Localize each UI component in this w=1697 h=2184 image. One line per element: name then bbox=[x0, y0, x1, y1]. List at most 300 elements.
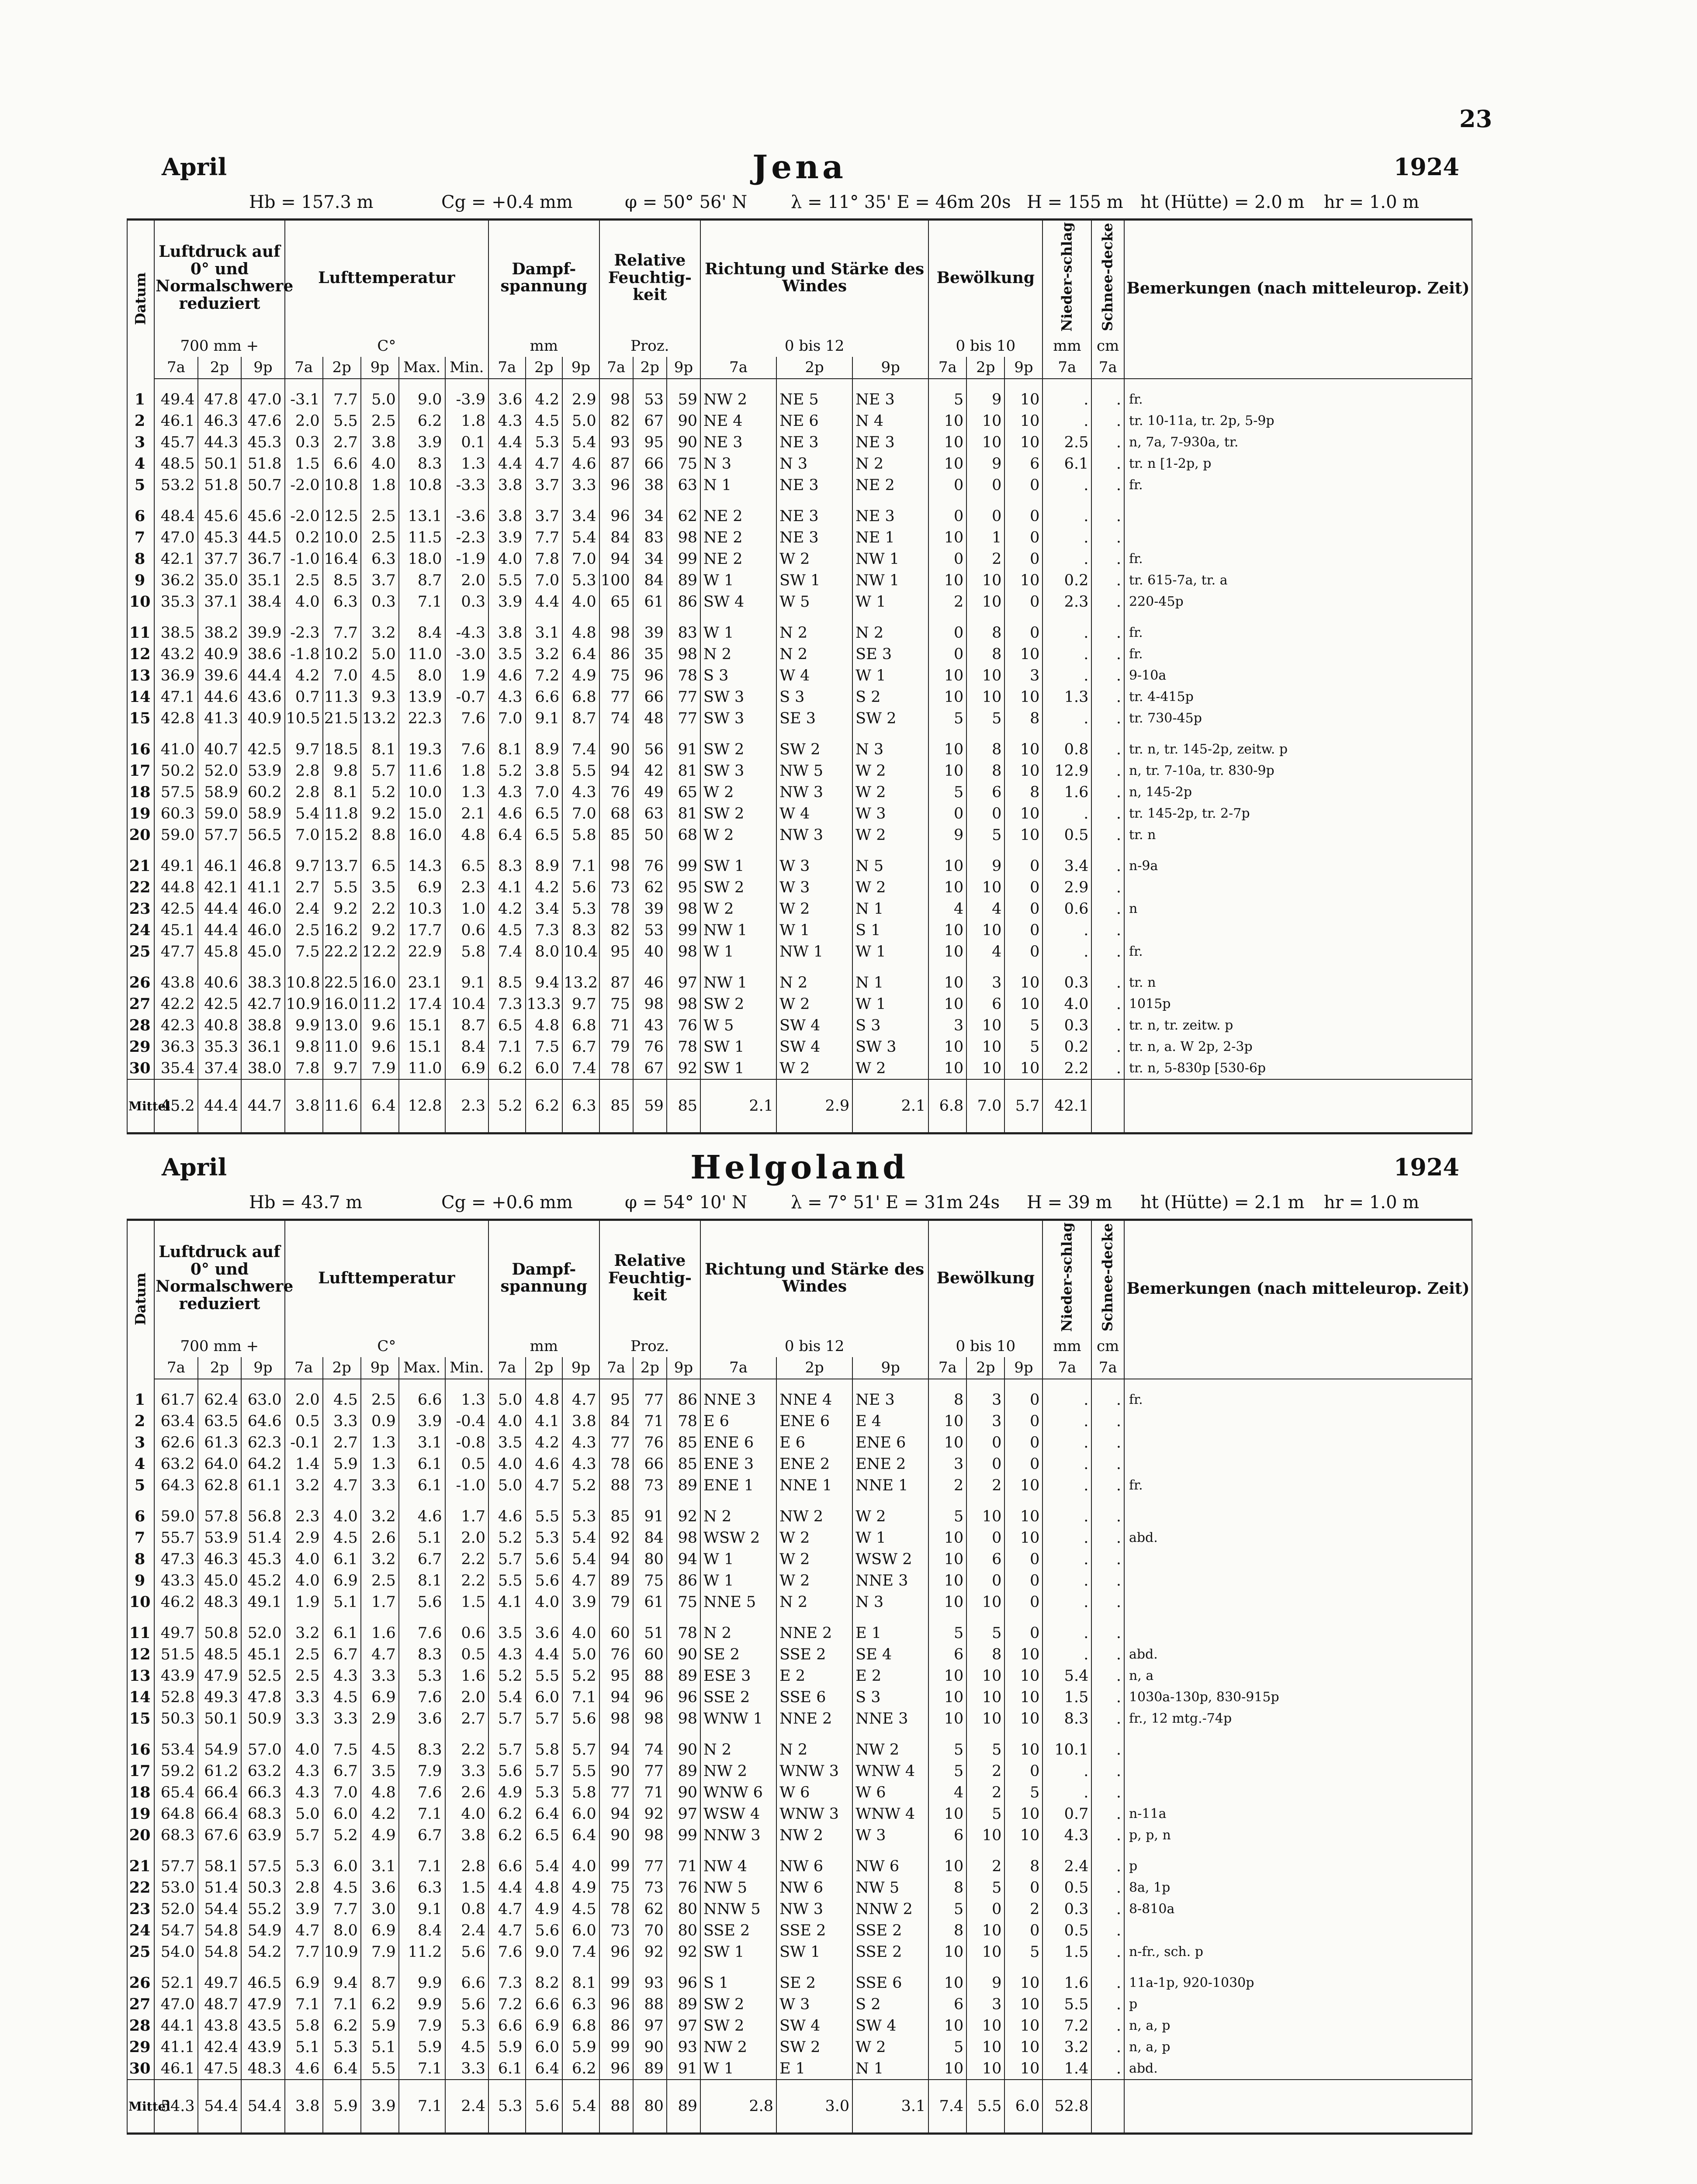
helgoland-table bbox=[127, 1219, 1472, 2135]
table-row bbox=[127, 1994, 1472, 2015]
table-cell: . bbox=[1091, 1739, 1124, 1760]
spacer-cell bbox=[1124, 612, 1472, 622]
spacer-cell bbox=[399, 962, 445, 972]
table-cell: 7.4 bbox=[488, 941, 526, 962]
table-cell: . bbox=[1091, 1877, 1124, 1898]
table-cell: 13 bbox=[127, 665, 154, 686]
table-cell: n-9a bbox=[1124, 855, 1472, 877]
table-cell: 48.4 bbox=[154, 505, 197, 527]
table-cell: 59 bbox=[667, 389, 700, 410]
table-cell: 10 bbox=[966, 877, 1004, 898]
table-cell: 47.0 bbox=[154, 527, 197, 548]
table-cell: 3.3 bbox=[445, 2058, 488, 2080]
table-cell: 5.8 bbox=[562, 824, 599, 846]
table-cell: 6.2 bbox=[361, 1994, 399, 2015]
table-cell: 10.5 bbox=[285, 708, 323, 729]
table-cell: 85 bbox=[667, 1432, 700, 1453]
table-cell bbox=[1124, 1432, 1472, 1453]
spacer-cell bbox=[488, 962, 526, 972]
table-cell: 10 bbox=[1004, 1994, 1042, 2015]
table-cell: NNE 3 bbox=[700, 1389, 776, 1410]
table-cell: 88 bbox=[599, 1475, 633, 1496]
table-cell: W 1 bbox=[852, 591, 928, 612]
table-cell: . bbox=[1091, 410, 1124, 432]
table-cell: 5.9 bbox=[361, 2015, 399, 2036]
table-cell: S 2 bbox=[852, 686, 928, 708]
table-cell: 7.9 bbox=[361, 1057, 399, 1079]
table-cell: 5 bbox=[928, 781, 966, 803]
table-cell: 10 bbox=[966, 686, 1004, 708]
table-cell: N 2 bbox=[852, 453, 928, 474]
table-cell: NW 4 bbox=[700, 1856, 776, 1877]
table-row bbox=[127, 760, 1472, 781]
table-cell: 10 bbox=[928, 1527, 966, 1548]
table-cell: 43.9 bbox=[241, 2036, 285, 2058]
spacer-cell bbox=[633, 962, 667, 972]
time-2p: 2p bbox=[323, 1357, 361, 1379]
spacer-cell bbox=[852, 1729, 928, 1739]
spacer-cell bbox=[700, 1613, 776, 1622]
time-2p: 2p bbox=[966, 357, 1004, 379]
table-cell: 3.4 bbox=[1042, 855, 1091, 877]
table-cell: 27 bbox=[127, 993, 154, 1015]
spacer-cell bbox=[154, 962, 197, 972]
spacer-cell bbox=[667, 962, 700, 972]
table-cell: 91 bbox=[633, 1506, 667, 1527]
table-row bbox=[127, 1506, 1472, 1527]
table-cell: 1.3 bbox=[361, 1453, 399, 1475]
table-cell: -3.1 bbox=[285, 389, 323, 410]
table-cell: 5.0 bbox=[361, 643, 399, 665]
table-cell: 73 bbox=[633, 1475, 667, 1496]
table-cell: 96 bbox=[633, 665, 667, 686]
spacer-cell bbox=[526, 1613, 563, 1622]
table-cell: 3.8 bbox=[488, 505, 526, 527]
table-cell: . bbox=[1091, 1825, 1124, 1846]
table-cell: 3.8 bbox=[526, 760, 563, 781]
spacer-cell bbox=[361, 1729, 399, 1739]
table-cell: 5 bbox=[966, 1622, 1004, 1644]
table-cell: 17 bbox=[127, 1760, 154, 1782]
spacer-cell bbox=[526, 379, 563, 389]
table-cell: 34 bbox=[633, 548, 667, 570]
table-cell: 0.2 bbox=[285, 527, 323, 548]
table-row bbox=[127, 1825, 1472, 1846]
spacer-cell bbox=[198, 496, 241, 505]
table-cell: 2.6 bbox=[445, 1782, 488, 1803]
table-cell: 62 bbox=[633, 1898, 667, 1920]
table-cell: 49 bbox=[633, 781, 667, 803]
spacer-cell bbox=[323, 612, 361, 622]
table-cell: 7.1 bbox=[562, 1686, 599, 1708]
table-cell: 10 bbox=[928, 2015, 966, 2036]
table-cell: ENE 3 bbox=[700, 1453, 776, 1475]
spacer-cell bbox=[1091, 1963, 1124, 1972]
table-cell: tr. 145-2p, tr. 2-7p bbox=[1124, 803, 1472, 824]
table-cell: 10 bbox=[966, 570, 1004, 591]
table-cell: 3.2 bbox=[1042, 2036, 1091, 2058]
table-cell: 98 bbox=[633, 1825, 667, 1846]
table-cell: N 3 bbox=[700, 453, 776, 474]
table-cell: 10 bbox=[966, 1057, 1004, 1079]
table-cell: 11.5 bbox=[399, 527, 445, 548]
table-cell: 10 bbox=[928, 2058, 966, 2080]
table-cell: 8-810a bbox=[1124, 1898, 1472, 1920]
table-cell: 12.5 bbox=[323, 505, 361, 527]
time-2p: 2p bbox=[323, 357, 361, 379]
table-cell: 57.5 bbox=[154, 781, 197, 803]
table-cell: 49.3 bbox=[198, 1686, 241, 1708]
table-cell: 43.8 bbox=[198, 2015, 241, 2036]
helgoland-section bbox=[127, 1149, 1472, 2135]
table-cell: 0 bbox=[1004, 1877, 1042, 1898]
table-cell: -2.3 bbox=[285, 622, 323, 643]
table-cell: 9 bbox=[928, 824, 966, 846]
table-cell: NW 2 bbox=[700, 2036, 776, 2058]
mean-cell: 88 bbox=[599, 2080, 633, 2134]
table-cell: -4.3 bbox=[445, 622, 488, 643]
table-cell: 5.1 bbox=[285, 2036, 323, 2058]
spacer-cell bbox=[1042, 962, 1091, 972]
table-cell: fr. bbox=[1124, 389, 1472, 410]
table-cell: SW 3 bbox=[852, 1036, 928, 1057]
table-cell: 22.2 bbox=[323, 941, 361, 962]
table-cell: 1 bbox=[966, 527, 1004, 548]
table-cell: 75 bbox=[633, 1570, 667, 1591]
table-row bbox=[127, 1410, 1472, 1432]
table-cell bbox=[1124, 1570, 1472, 1591]
spacer-cell bbox=[488, 1729, 526, 1739]
table-cell: 17 bbox=[127, 760, 154, 781]
table-cell: 88 bbox=[633, 1665, 667, 1686]
table-cell bbox=[1124, 527, 1472, 548]
meta-h: H = 39 m bbox=[1027, 1192, 1112, 1213]
table-cell: 1.6 bbox=[1042, 781, 1091, 803]
table-cell: 4.8 bbox=[526, 1877, 563, 1898]
table-cell: 96 bbox=[599, 1941, 633, 1963]
table-cell: 5.5 bbox=[1042, 1994, 1091, 2015]
table-cell: 11.0 bbox=[399, 643, 445, 665]
table-row bbox=[127, 2015, 1472, 2036]
table-cell: 0 bbox=[1004, 1760, 1042, 1782]
table-cell: tr. n bbox=[1124, 824, 1472, 846]
spacer-cell bbox=[562, 1613, 599, 1622]
jena-station-meta bbox=[127, 192, 1472, 218]
table-cell: 3.3 bbox=[323, 1708, 361, 1729]
table-cell: SW 1 bbox=[700, 1057, 776, 1079]
table-cell: 5 bbox=[928, 1898, 966, 1920]
table-cell: 70 bbox=[633, 1920, 667, 1941]
table-cell: . bbox=[1091, 548, 1124, 570]
table-cell: 81 bbox=[667, 760, 700, 781]
table-cell: 83 bbox=[633, 527, 667, 548]
table-cell: 5.9 bbox=[562, 2036, 599, 2058]
table-row bbox=[127, 1453, 1472, 1475]
time-7a: 7a bbox=[1042, 357, 1091, 379]
table-row bbox=[127, 1760, 1472, 1782]
table-cell: 4 bbox=[928, 1782, 966, 1803]
spacer-cell bbox=[633, 846, 667, 855]
spacer-cell bbox=[399, 1963, 445, 1972]
table-cell: 4.3 bbox=[562, 1453, 599, 1475]
table-cell: 10 bbox=[928, 739, 966, 760]
table-cell: 46.5 bbox=[241, 1972, 285, 1994]
table-cell: W 4 bbox=[776, 665, 852, 686]
table-cell: 43.8 bbox=[154, 972, 197, 993]
time-9p: 9p bbox=[667, 357, 700, 379]
table-cell: 10 bbox=[1004, 2036, 1042, 2058]
table-cell: 0.2 bbox=[1042, 570, 1091, 591]
time-9p: 9p bbox=[361, 357, 399, 379]
table-cell: 51.4 bbox=[241, 1527, 285, 1548]
spacer-cell bbox=[526, 1846, 563, 1856]
table-cell: W 1 bbox=[852, 993, 928, 1015]
table-cell: 7.1 bbox=[399, 2058, 445, 2080]
dampf-header: Dampf-spannung bbox=[488, 1220, 599, 1336]
spacer-cell bbox=[399, 1729, 445, 1739]
spacer-cell bbox=[667, 1379, 700, 1389]
table-cell: . bbox=[1091, 1570, 1124, 1591]
time-2p: 2p bbox=[633, 1357, 667, 1379]
spacer-cell bbox=[488, 1846, 526, 1856]
table-cell: 0 bbox=[1004, 1432, 1042, 1453]
table-cell: 3.9 bbox=[488, 591, 526, 612]
time-9p: 9p bbox=[562, 357, 599, 379]
table-cell: 37.7 bbox=[198, 548, 241, 570]
table-cell: 4.5 bbox=[323, 1527, 361, 1548]
table-cell: . bbox=[1091, 941, 1124, 962]
table-cell: 6.0 bbox=[562, 1803, 599, 1825]
table-cell: 96 bbox=[667, 1686, 700, 1708]
table-cell: 5.0 bbox=[488, 1389, 526, 1410]
spacer-cell bbox=[562, 962, 599, 972]
table-cell: 2.8 bbox=[285, 781, 323, 803]
spacer-cell bbox=[399, 379, 445, 389]
table-cell: W 2 bbox=[776, 993, 852, 1015]
table-cell: 4.3 bbox=[488, 1644, 526, 1665]
spacer-cell bbox=[633, 496, 667, 505]
table-cell: 6.7 bbox=[399, 1548, 445, 1570]
mean-cell: 6.8 bbox=[928, 1079, 966, 1133]
spacer-cell bbox=[599, 846, 633, 855]
table-cell: 7.4 bbox=[562, 1057, 599, 1079]
table-cell: 48.3 bbox=[198, 1591, 241, 1613]
mean-cell bbox=[1091, 2080, 1124, 2134]
table-cell: E 1 bbox=[852, 1622, 928, 1644]
table-cell: 8.0 bbox=[526, 941, 563, 962]
table-cell: 1.3 bbox=[445, 1389, 488, 1410]
table-cell: 13.1 bbox=[399, 505, 445, 527]
table-cell: 8.7 bbox=[445, 1015, 488, 1036]
spacer-cell bbox=[285, 962, 323, 972]
table-cell: 10 bbox=[1004, 643, 1042, 665]
spacer-cell bbox=[1091, 612, 1124, 622]
table-cell: 65 bbox=[599, 591, 633, 612]
table-cell: 96 bbox=[599, 505, 633, 527]
spacer-cell bbox=[198, 846, 241, 855]
table-cell: 3.8 bbox=[361, 432, 399, 453]
table-cell: 1 bbox=[127, 389, 154, 410]
table-cell: W 3 bbox=[776, 1994, 852, 2015]
table-cell: 6.4 bbox=[526, 1803, 563, 1825]
table-cell: SE 3 bbox=[776, 708, 852, 729]
table-cell: . bbox=[1091, 760, 1124, 781]
table-cell: 4.7 bbox=[323, 1475, 361, 1496]
spacer-cell bbox=[852, 1496, 928, 1506]
spacer-cell bbox=[700, 496, 776, 505]
table-cell: 0.5 bbox=[1042, 1920, 1091, 1941]
table-cell: 4.5 bbox=[488, 919, 526, 941]
table-cell: 100 bbox=[599, 570, 633, 591]
table-cell: 10 bbox=[966, 1015, 1004, 1036]
table-cell: . bbox=[1091, 1410, 1124, 1432]
table-cell: 2 bbox=[127, 410, 154, 432]
table-cell: WNW 3 bbox=[776, 1803, 852, 1825]
table-cell: 59.0 bbox=[154, 1506, 197, 1527]
table-cell: 64.3 bbox=[154, 1475, 197, 1496]
spacer-cell bbox=[323, 1963, 361, 1972]
table-cell: 10 bbox=[928, 877, 966, 898]
table-cell: 10 bbox=[1004, 1708, 1042, 1729]
table-cell: 9.7 bbox=[562, 993, 599, 1015]
table-cell: 0.3 bbox=[445, 591, 488, 612]
table-cell: 4.0 bbox=[1042, 993, 1091, 1015]
bewoelkung-header: Bewölkung bbox=[928, 1220, 1042, 1336]
spacer-cell bbox=[526, 612, 563, 622]
table-cell: 2.9 bbox=[285, 1527, 323, 1548]
table-cell: 3.7 bbox=[361, 570, 399, 591]
meta-ht: ht (Hütte) = 2.0 m bbox=[1140, 192, 1305, 212]
table-cell: 5.0 bbox=[285, 1803, 323, 1825]
table-cell: 3.7 bbox=[526, 474, 563, 496]
table-cell: 5.6 bbox=[526, 1548, 563, 1570]
lufttemperatur-header: Lufttemperatur bbox=[285, 220, 488, 335]
table-cell: 93 bbox=[599, 432, 633, 453]
table-cell: ENE 6 bbox=[700, 1432, 776, 1453]
table-cell: . bbox=[1042, 1782, 1091, 1803]
table-cell: 10 bbox=[966, 410, 1004, 432]
table-cell: 64.6 bbox=[241, 1410, 285, 1432]
table-cell: abd. bbox=[1124, 1527, 1472, 1548]
table-cell: 44.1 bbox=[154, 2015, 197, 2036]
table-cell: E 4 bbox=[852, 1410, 928, 1432]
table-cell: 74 bbox=[633, 1739, 667, 1760]
table-cell: 1.6 bbox=[445, 1665, 488, 1686]
table-cell: 6.5 bbox=[526, 803, 563, 824]
table-cell: 6 bbox=[966, 1548, 1004, 1570]
spacer-cell bbox=[1004, 1963, 1042, 1972]
table-cell: 4.8 bbox=[526, 1015, 563, 1036]
table-cell: 71 bbox=[633, 1782, 667, 1803]
table-cell: 10 bbox=[928, 1410, 966, 1432]
table-cell: N 2 bbox=[700, 643, 776, 665]
table-cell bbox=[1124, 1506, 1472, 1527]
table-cell: 10 bbox=[966, 1665, 1004, 1686]
table-cell: 11.3 bbox=[323, 686, 361, 708]
table-cell: W 2 bbox=[852, 2036, 928, 2058]
time-9p: 9p bbox=[1004, 1357, 1042, 1379]
table-cell: 43.6 bbox=[241, 686, 285, 708]
table-cell: 76 bbox=[633, 855, 667, 877]
table-cell: 4.5 bbox=[445, 2036, 488, 2058]
table-cell: 51.5 bbox=[154, 1644, 197, 1665]
table-cell: 7.2 bbox=[488, 1994, 526, 2015]
spacer-cell bbox=[1042, 1379, 1091, 1389]
spacer-cell bbox=[1042, 612, 1091, 622]
table-cell: 7.0 bbox=[488, 708, 526, 729]
table-cell: n-11a bbox=[1124, 1803, 1472, 1825]
table-cell: fr. bbox=[1124, 1475, 1472, 1496]
spacer-cell bbox=[966, 1379, 1004, 1389]
table-cell: 52.5 bbox=[241, 1665, 285, 1686]
table-cell: 47.6 bbox=[241, 410, 285, 432]
table-cell: NE 3 bbox=[852, 432, 928, 453]
table-cell: . bbox=[1091, 1782, 1124, 1803]
table-cell: 10 bbox=[1004, 972, 1042, 993]
table-cell: 10 bbox=[928, 1036, 966, 1057]
table-cell: . bbox=[1091, 803, 1124, 824]
table-cell: W 3 bbox=[776, 877, 852, 898]
table-cell: 4.8 bbox=[562, 622, 599, 643]
table-cell: 4.4 bbox=[488, 432, 526, 453]
table-cell: 2.3 bbox=[285, 1506, 323, 1527]
table-cell: 5.7 bbox=[285, 1825, 323, 1846]
table-cell: 4.2 bbox=[526, 877, 563, 898]
table-cell: SW 2 bbox=[700, 803, 776, 824]
table-cell: 9 bbox=[127, 1570, 154, 1591]
table-cell: 98 bbox=[667, 941, 700, 962]
table-cell: 0 bbox=[1004, 622, 1042, 643]
table-cell: 7.3 bbox=[488, 1972, 526, 1994]
spacer-cell bbox=[928, 496, 966, 505]
table-cell: . bbox=[1091, 1389, 1124, 1410]
table-cell: 6.6 bbox=[445, 1972, 488, 1994]
table-cell: 4.3 bbox=[488, 781, 526, 803]
table-cell: S 1 bbox=[852, 919, 928, 941]
table-cell: 8 bbox=[966, 739, 1004, 760]
table-cell: NE 3 bbox=[852, 1389, 928, 1410]
table-cell: 10 bbox=[127, 1591, 154, 1613]
table-cell: 4.9 bbox=[526, 1898, 563, 1920]
mean-cell bbox=[1124, 2080, 1472, 2134]
table-cell: 6.1 bbox=[1042, 453, 1091, 474]
table-cell: 4.5 bbox=[526, 410, 563, 432]
wind-header: Richtung und Stärke des Windes bbox=[700, 1220, 928, 1336]
table-cell: 47.9 bbox=[198, 1665, 241, 1686]
table-row bbox=[127, 505, 1472, 527]
spacer-cell bbox=[445, 612, 488, 622]
table-cell: 2.2 bbox=[445, 1548, 488, 1570]
table-cell: 58.1 bbox=[198, 1856, 241, 1877]
table-cell: 2.4 bbox=[285, 898, 323, 919]
table-cell: 10 bbox=[1004, 1665, 1042, 1686]
spacer-cell bbox=[198, 1963, 241, 1972]
table-cell: W 1 bbox=[776, 919, 852, 941]
table-cell: 7.9 bbox=[361, 1941, 399, 1963]
spacer-cell bbox=[633, 729, 667, 739]
table-cell: 89 bbox=[667, 1994, 700, 2015]
table-cell: . bbox=[1091, 1548, 1124, 1570]
table-cell: 5.1 bbox=[399, 1527, 445, 1548]
table-cell: 4 bbox=[928, 898, 966, 919]
table-cell: -2.0 bbox=[285, 474, 323, 496]
table-cell: W 2 bbox=[852, 877, 928, 898]
mean-cell: 5.5 bbox=[966, 2080, 1004, 2134]
table-cell: 42.8 bbox=[154, 708, 197, 729]
table-cell: 1.5 bbox=[1042, 1941, 1091, 1963]
spacer-cell bbox=[966, 379, 1004, 389]
spacer-cell bbox=[154, 1496, 197, 1506]
